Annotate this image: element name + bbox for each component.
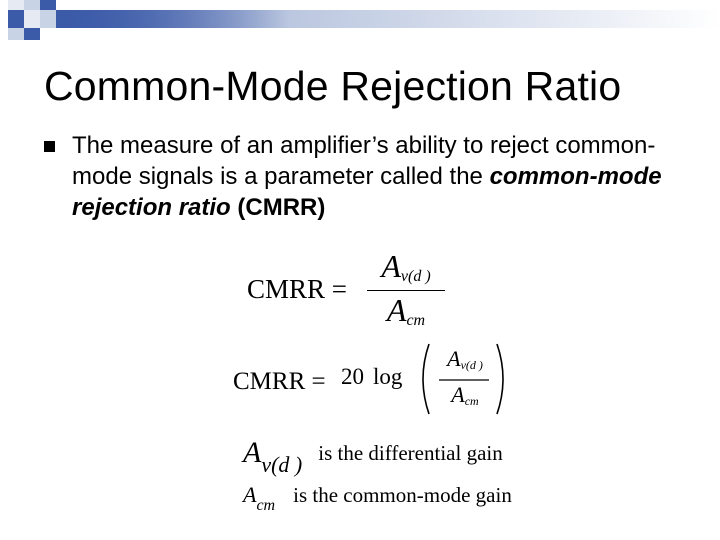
deco-square [40, 0, 56, 10]
legend-description: is the differential gain [318, 441, 503, 465]
equation-numerator [435, 346, 495, 373]
legend-symbol-subscript: v(d ) [261, 452, 303, 477]
deco-square [8, 0, 24, 10]
denominator-symbol: A [451, 382, 465, 407]
equation-coefficient: 20 [341, 364, 364, 389]
deco-square [24, 28, 40, 40]
deco-square [24, 10, 40, 28]
deco-square [24, 0, 40, 10]
bullet-text [72, 130, 692, 223]
deco-square [8, 28, 24, 40]
numerator-symbol: A [447, 346, 461, 371]
fraction-bar [367, 290, 445, 291]
legend-item-common-mode-gain [243, 482, 512, 514]
legend-description: is the common-mode gain [293, 483, 512, 507]
bullet-square-icon [44, 141, 55, 152]
denominator-subscript: cm [406, 312, 426, 329]
equation-lhs: CMRR = [233, 368, 326, 395]
legend-symbol: A [243, 436, 262, 469]
denominator-subscript: cm [464, 394, 479, 408]
bullet-bold-text: (CMRR) [237, 194, 326, 221]
numerator-subscript: v(d ) [400, 268, 431, 285]
legend-symbol-subscript: cm [256, 497, 276, 514]
bullet-emphasis-text: common-mode rejection ratio [72, 163, 662, 221]
denominator-symbol: A [386, 292, 407, 328]
equation-log-function: log [373, 364, 403, 389]
bullet-plain-text: The measure of an amplifier’s ability to reject common-mode signals is a parameter called the [72, 132, 656, 190]
slide-title: Common-Mode Rejection Ratio [44, 63, 622, 109]
equation-lhs: CMRR = [247, 274, 348, 304]
header-decoration [0, 0, 720, 40]
equation-numerator [365, 248, 447, 286]
numerator-symbol: A [381, 248, 401, 284]
deco-bar-fade [56, 10, 720, 28]
deco-square [40, 10, 56, 28]
deco-square [8, 10, 24, 28]
equation-denominator [435, 382, 495, 409]
equation-denominator [365, 292, 447, 330]
legend-symbol: A [243, 482, 257, 507]
legend-item-differential-gain [243, 436, 503, 477]
numerator-subscript: v(d ) [460, 358, 483, 372]
